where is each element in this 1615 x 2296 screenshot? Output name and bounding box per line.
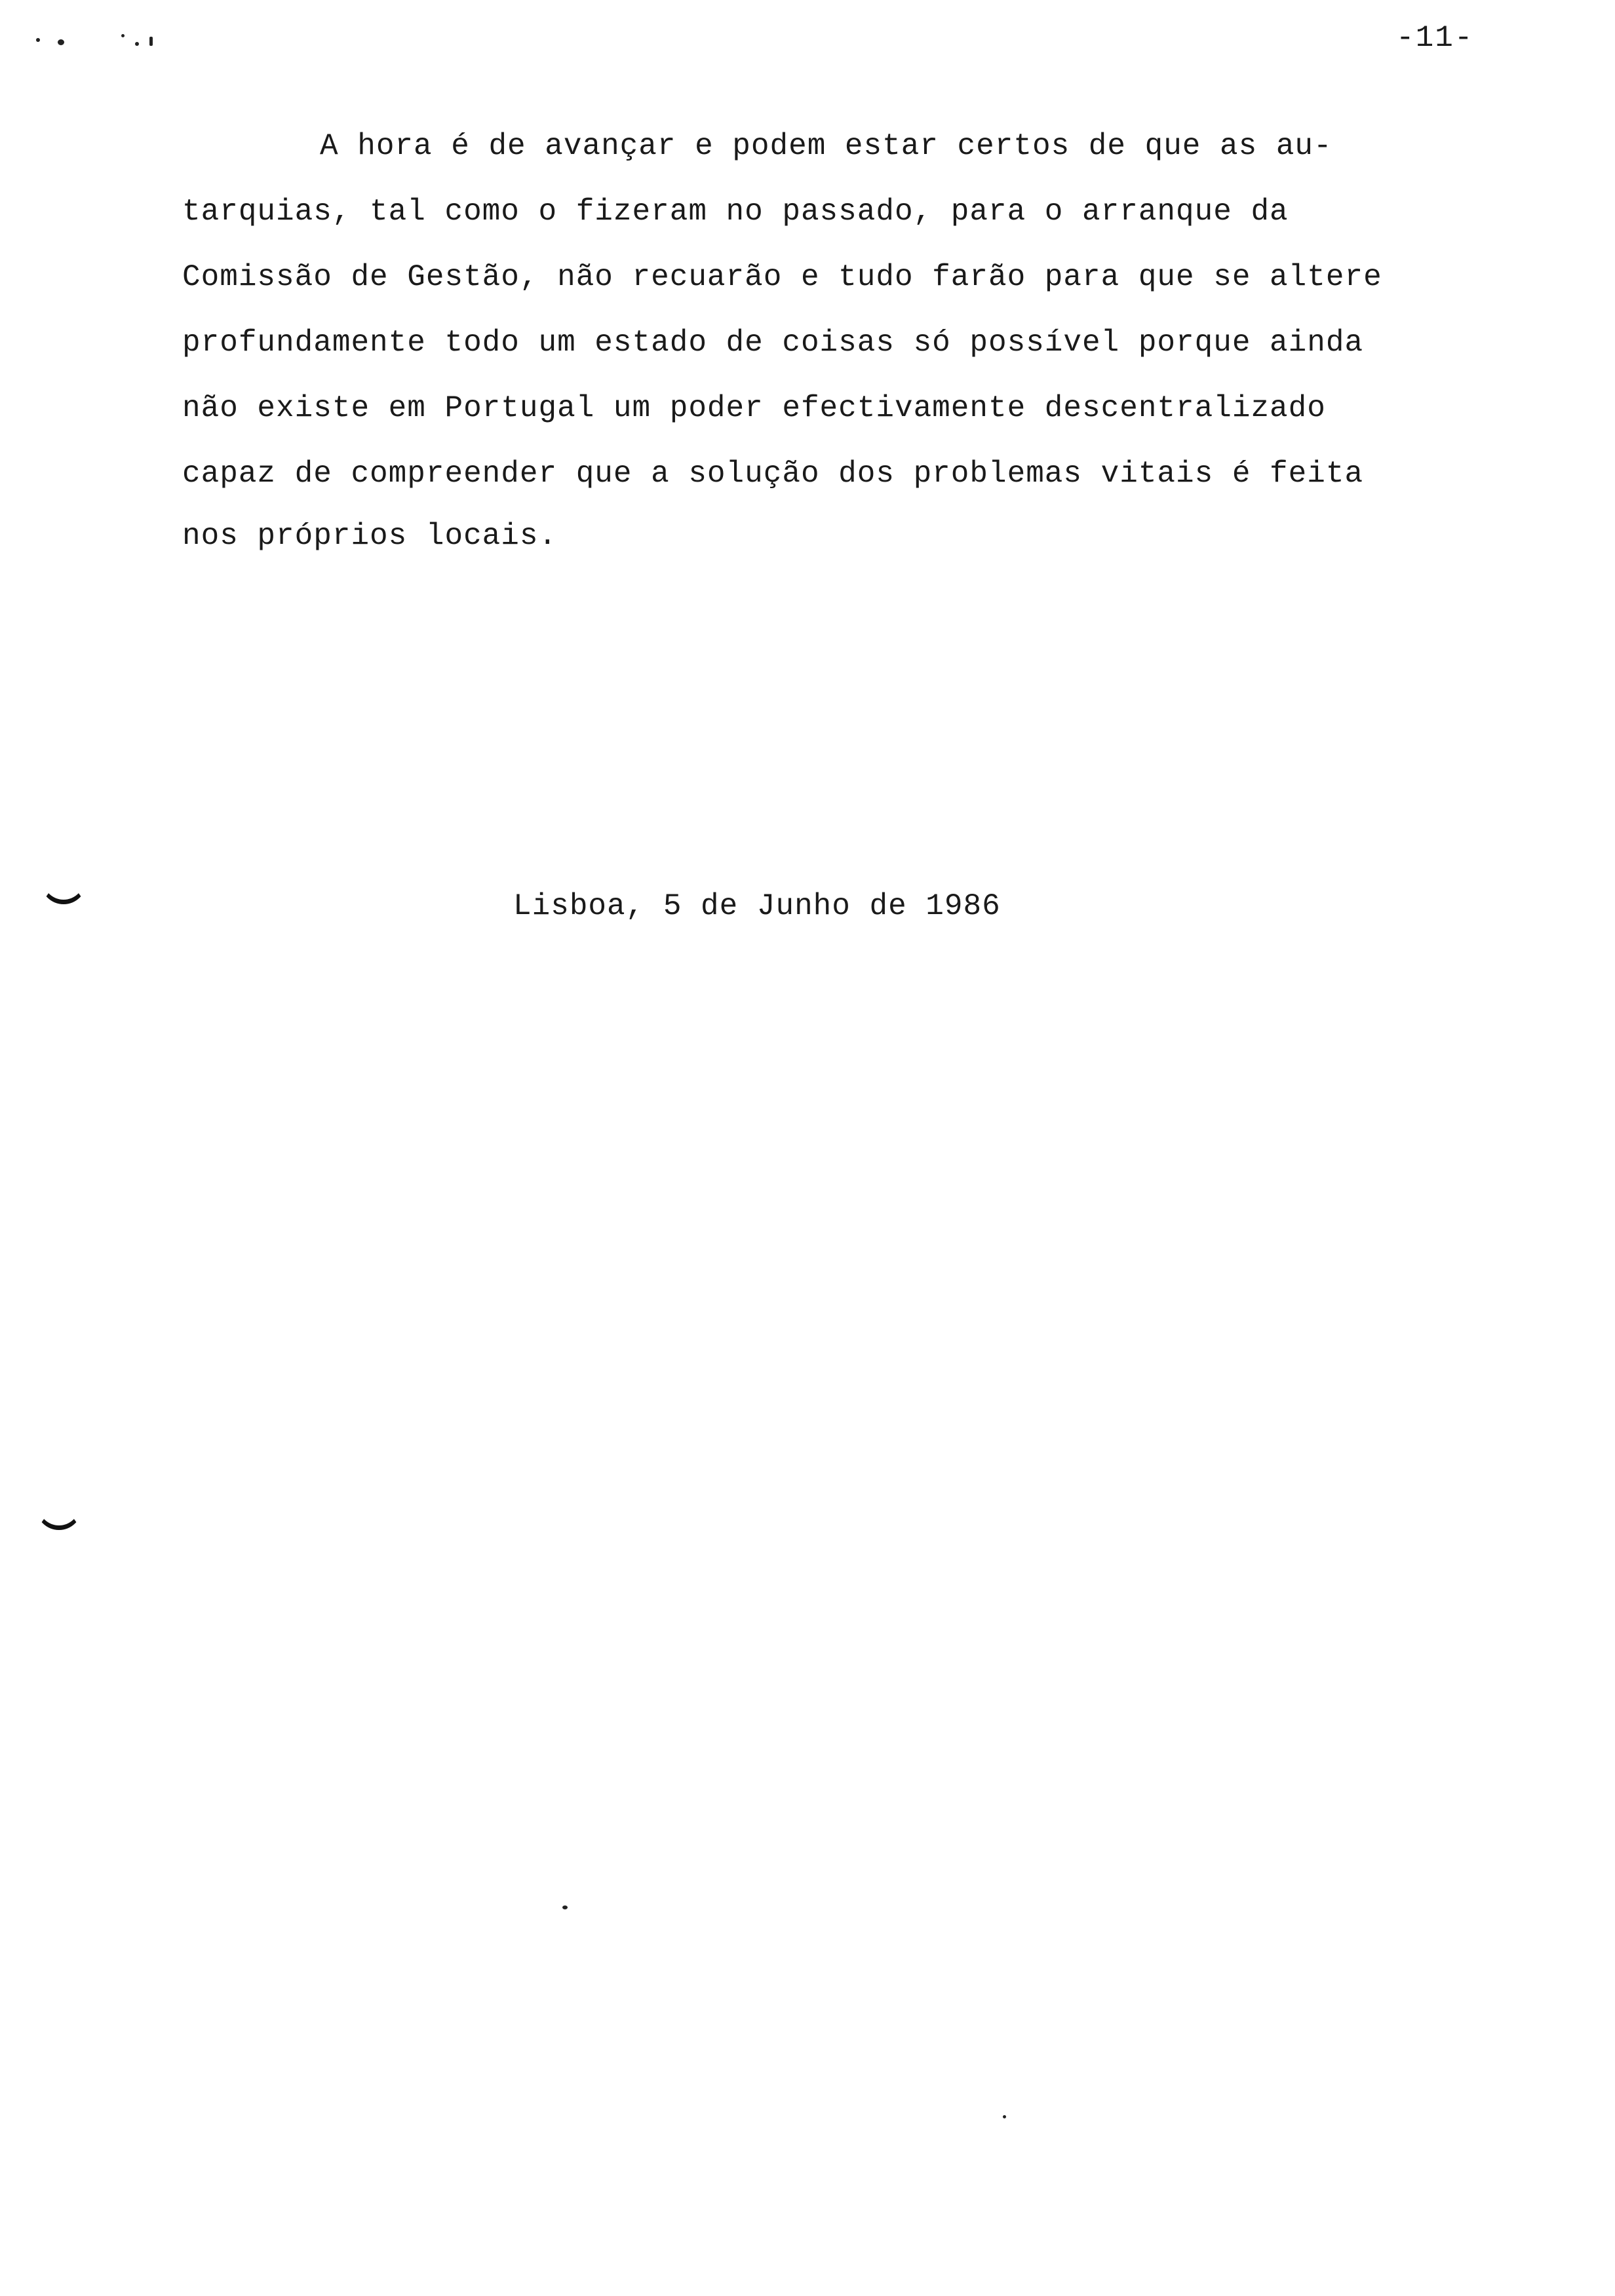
paragraph-line: Comissão de Gestão, não recuarão e tudo farão para que se altere [182,260,1382,294]
paragraph-line: A hora é de avançar e podem estar certos de que as au- [320,129,1333,163]
paragraph-line: tarquias, tal como o fizeram no passado, para o arranque da [182,195,1289,229]
punch-hole-mark [41,858,87,904]
paragraph-line: não existe em Portugal um poder efectivamente descentralizado [182,391,1326,425]
paragraph-line: nos próprios locais. [182,519,558,553]
scan-speck [562,1905,568,1909]
scan-speck [58,39,64,45]
punch-hole-mark [36,1484,82,1530]
place-date-line: Lisboa, 5 de Junho de 1986 [513,889,1001,923]
scan-speck [36,38,40,42]
body-paragraph [0,0,1615,590]
scan-speck [149,37,153,46]
scan-speck [1003,2115,1006,2118]
page-number: -11- [1396,21,1474,55]
scan-speck [135,42,139,46]
paragraph-line: capaz de compreender que a solução dos problemas vitais é feita [182,457,1364,491]
paragraph-line: profundamente todo um estado de coisas só possível porque ainda [182,326,1364,360]
scan-speck [121,34,125,37]
